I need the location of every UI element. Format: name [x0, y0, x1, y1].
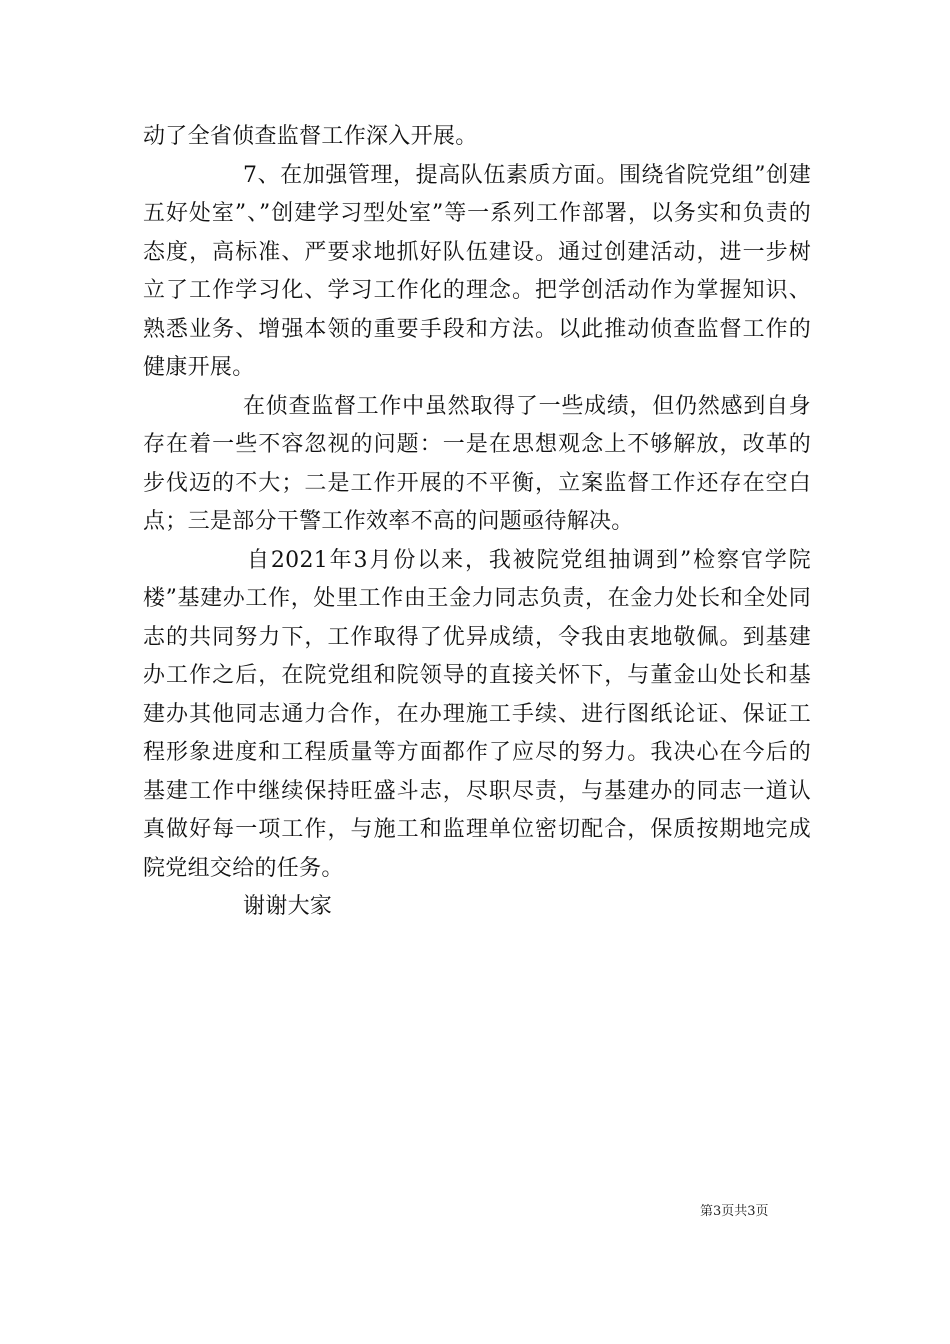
paragraph-continuation: 动了全省侦查监督工作深入开展。 — [143, 124, 478, 149]
paragraph-problems: 在侦查监督工作中虽然取得了一些成绩，但仍然感到自身存在着一些不容忽视的问题：一是在思想观念上不够解放，改革的步伐迈的不大；二是工作开展的不平衡，立案监督工作还存在空白点；三是部分干警工作效率不高的问题亟待解决。 — [143, 393, 811, 534]
document-body — [143, 118, 811, 927]
paragraph-assignment: 自2021年3月份以来，我被院党组抽调到”检察官学院楼”基建办工作，处里工作由王金力同志负责，在金力处长和全处同志的共同努力下，工作取得了优异成绩，令我由衷地敬佩。到基建办工作之后，在院党组和院领导的直接关怀下，与董金山处长和基建办其他同志通力合作，在办理施工手续、进行图纸论证、保证工程形象进度和工程质量等方面都作了应尽的努力。我决心在今后的基建工作中继续保持旺盛斗志，尽职尽责，与基建办的同志一道认真做好每一项工作，与施工和监理单位密切配合，保质按期地完成院党组交给的任务。 — [143, 547, 811, 881]
paragraph-closing: 谢谢大家 — [243, 894, 333, 919]
page-number-footer: 第3页共3页 — [700, 1204, 769, 1219]
paragraph-item-7: 7、在加强管理，提高队伍素质方面。围绕省院党组”创建五好处室”、”创建学习型处室”等一系列工作部署，以务实和负责的态度，高标准、严要求地抓好队伍建设。通过创建活动，进一步树立了工作学习化、学习工作化的理念。把学创活动作为掌握知识、熟悉业务、增强本领的重要手段和方法。以此推动侦查监督工作的健康开展。 — [143, 162, 811, 380]
